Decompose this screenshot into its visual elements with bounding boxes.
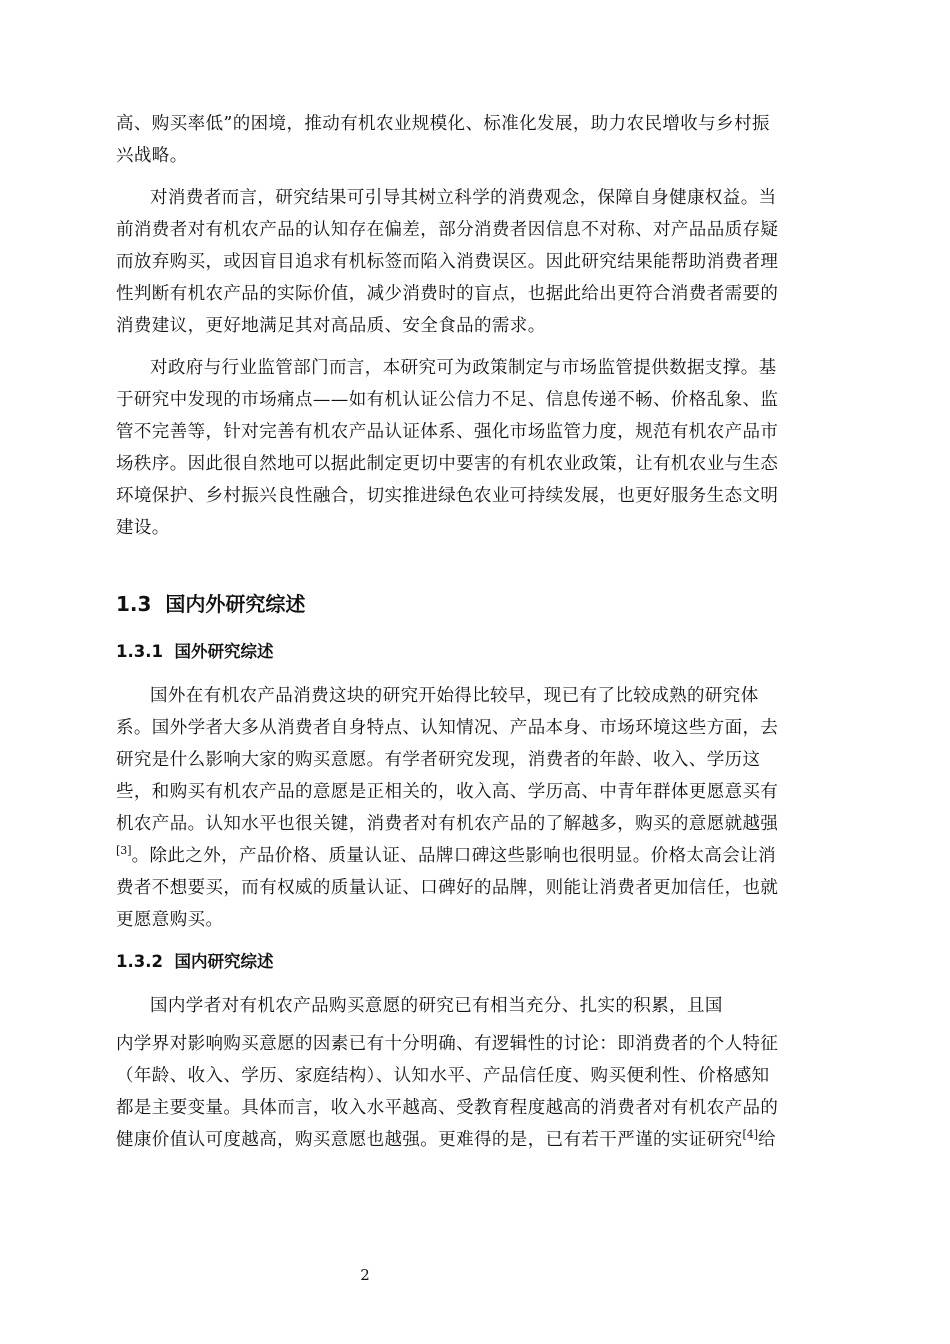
text-line: 前消费者对有机农产品的认知存在偏差，部分消费者因信息不对称、对产品品质存疑 <box>116 220 779 240</box>
text-line: 于研究中发现的市场痛点——如有机认证公信力不足、信息传递不畅、价格乱象、监 <box>116 390 779 410</box>
text-line: 内学界对影响购买意愿的因素已有十分明确、有逻辑性的讨论：即消费者的个人特征 <box>116 1034 779 1054</box>
citation-ref[interactable]: [4] <box>742 1128 759 1142</box>
section-title: 国内研究综述 <box>174 952 274 971</box>
text-line: 兴战略。 <box>116 146 188 166</box>
text-line: 场秩序。因此很自然地可以据此制定更切中要害的有机农业政策，让有机农业与生态 <box>116 454 779 474</box>
text-line <box>116 1124 826 1156</box>
section-number: 1.3.2 <box>116 952 163 971</box>
paragraph-consumers <box>116 182 826 342</box>
text-line: 系。国外学者大多从消费者自身特点、认知情况、产品本身、市场环境这些方面，去 <box>116 718 779 738</box>
paragraph-domestic-research <box>116 990 826 1156</box>
text-line: 环境保护、乡村振兴良性融合，切实推进绿色农业可持续发展，也更好服务生态文明 <box>116 486 779 506</box>
citation-ref[interactable]: [3] <box>116 844 132 858</box>
text-line: 建设。 <box>116 518 170 538</box>
text-span: 健康价值认可度越高，购买意愿也越强。更难得的是，已有若干严谨的实证研究 <box>116 1130 743 1150</box>
section-title: 国外研究综述 <box>174 642 274 661</box>
text-line: 高、购买率低”的困境，推动有机农业规模化、标准化发展，助力农民增收与乡村振 <box>116 114 770 134</box>
paragraph-intro-end <box>116 108 826 172</box>
text-line <box>116 840 826 872</box>
paragraph-foreign-research <box>116 680 826 936</box>
text-line: 更愿意购买。 <box>116 910 224 930</box>
text-line: 国内学者对有机农产品购买意愿的研究已有相当充分、扎实的积累，且国 <box>150 996 723 1016</box>
text-line: 些，和购买有机农产品的意愿是正相关的，收入高、学历高、中青年群体更愿意买有 <box>116 782 779 802</box>
section-number: 1.3.1 <box>116 642 163 661</box>
text-span: 。除此之外，产品价格、质量认证、品牌口碑这些影响也很明显。价格太高会让消 <box>131 846 776 866</box>
text-line: 性判断有机农产品的实际价值，减少消费时的盲点，也据此给出更符合消费者需要的 <box>116 284 779 304</box>
text-line: （年龄、收入、学历、家庭结构）、认知水平、产品信任度、购买便利性、价格感知 <box>116 1066 770 1086</box>
text-line: 对政府与行业监管部门而言，本研究可为政策制定与市场监管提供数据支撑。基 <box>150 358 777 378</box>
text-line: 对消费者而言，研究结果可引导其树立科学的消费观念，保障自身健康权益。当 <box>150 188 777 208</box>
text-line: 国外在有机农产品消费这块的研究开始得比较早，现已有了比较成熟的研究体 <box>150 686 759 706</box>
paragraph-government <box>116 352 826 544</box>
text-span: 给 <box>758 1130 776 1150</box>
section-title: 国内外研究综述 <box>165 592 306 616</box>
text-line: 都是主要变量。具体而言，收入水平越高、受教育程度越高的消费者对有机农产品的 <box>116 1098 779 1118</box>
text-line: 消费建议，更好地满足其对高品质、安全食品的需求。 <box>116 316 546 336</box>
section-number: 1.3 <box>116 592 152 616</box>
text-line: 费者不想要买，而有权威的质量认证、口碑好的品牌，则能让消费者更加信任，也就 <box>116 878 779 898</box>
section-heading-1-3-1 <box>116 636 826 668</box>
text-line: 管不完善等，针对完善有机农产品认证体系、强化市场监管力度，规范有机农产品市 <box>116 422 779 442</box>
section-heading-1-3 <box>116 588 826 620</box>
page-number: 2 <box>360 1266 370 1284</box>
text-line: 而放弃购买，或因盲目追求有机标签而陷入消费误区。因此研究结果能帮助消费者理 <box>116 252 779 272</box>
section-heading-1-3-2 <box>116 946 826 978</box>
text-line: 研究是什么影响大家的购买意愿。有学者研究发现，消费者的年龄、收入、学历这 <box>116 750 761 770</box>
page-content <box>116 108 826 1156</box>
text-line: 机农产品。认知水平也很关键，消费者对有机农产品的了解越多，购买的意愿就越强 <box>116 814 779 834</box>
